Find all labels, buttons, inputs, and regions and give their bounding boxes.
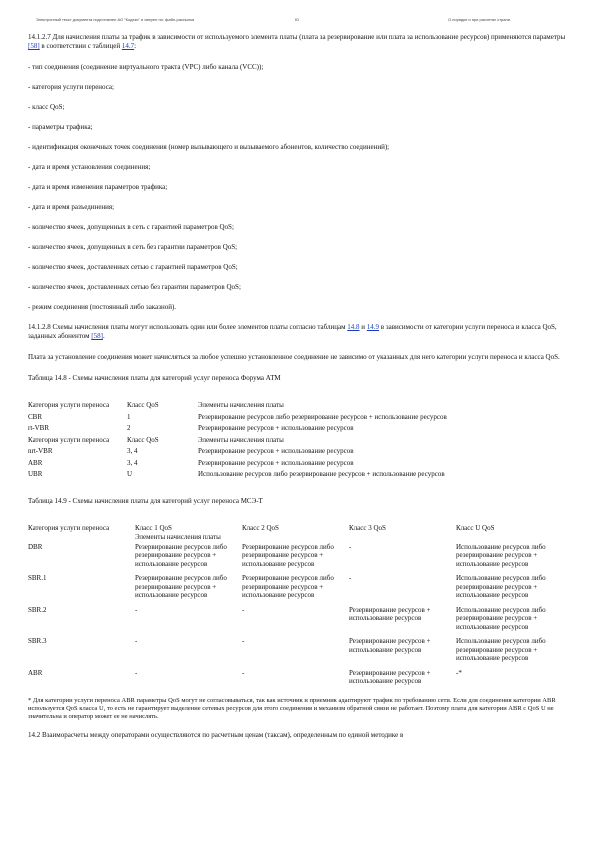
table-header-cell: Элементы начисления платы [198,401,284,409]
list-item: - количество ячеек, допущенных в сеть с гарантией параметров QoS; [28,223,234,231]
table-row [28,637,566,669]
table-header-cell: Категория услуги переноса [28,523,110,532]
table-row [28,574,566,606]
table-14-9 [28,524,566,692]
table-cell: - [135,668,138,677]
table-header-cell: Категория услуги переноса [28,401,110,409]
table-cell: Резервирование ресурсов + использование ресурсов [198,447,354,455]
table-14-8-caption: Таблица 14.8 - Схемы начисления платы для категорий услуг переноса Форума АТМ [28,374,281,382]
link-table-14-8[interactable]: 14.8 [347,323,360,331]
table-cell: - [349,574,352,582]
table-cell: ABR [28,458,43,467]
table-cell: SBR.3 [28,637,47,645]
list-item: - параметры трафика; [28,123,93,131]
link-ref-58[interactable]: [58] [28,42,40,50]
table-cell: Резервирование ресурсов + использование ресурсов [198,458,354,467]
paragraph-text: : [134,42,137,50]
paragraph-14-1-2-7 [28,33,566,51]
table-cell: rt-VBR [28,424,49,432]
paragraph-text: 14.1.2.7 Для начисления платы за трафик в зависимости от используемого элемента платы (плата за резервирование или плата за использование ресурсов) применяются параметры [28,33,566,41]
list-item: - количество ячеек, допущенных в сеть без гарантии параметров QoS; [28,243,238,251]
table-cell: - [242,605,245,614]
table-subheader-row [28,533,566,543]
table-cell: SBR.1 [28,574,47,582]
paragraph-text: 14.1.2.8 Схемы начисления платы могут использовать один или более элементов платы согласно таблицам [28,323,348,331]
table-cell: Использование ресурсов либо резервирование ресурсов + использование ресурсов [456,542,546,568]
table-row [28,470,566,482]
table-cell: SBR.2 [28,605,47,614]
running-header-right: О порядке и при расчетах страни [448,17,510,22]
table-header-cell: Класс 1 QoS [135,523,172,532]
table-cell: Резервирование ресурсов либо резервирование ресурсов + использование ресурсов [242,574,334,599]
table-cell: - [349,542,352,551]
paragraph-setup-fee: Плата за установление соединения может начисляться за любое успешно установленное соединение не зависимо от указанных для него категории услуги переноса и класса QoS. [28,353,560,361]
table-header-row [28,436,566,448]
table-cell-empty [28,533,135,543]
table-cell: Использование ресурсов либо резервирование ресурсов + использование ресурсов [198,470,445,478]
table-cell: Резервирование ресурсов + использование ресурсов [349,637,431,654]
table-header-row [28,401,566,413]
table-cell: - [135,637,138,645]
document-body [28,33,566,752]
list-item: - идентификация оконечных точек соединения (номер вызывающего и вызываемого абонентов, количество соединений); [28,143,390,151]
running-header-mid: Ю [295,17,300,22]
table-row [28,459,566,471]
table-header-cell: Класс 2 QoS [242,523,279,532]
table-cell: - [242,668,245,677]
table-cell: Резервирование ресурсов либо резервирование ресурсов + использование ресурсов [135,542,227,568]
link-ref-58[interactable]: [58] [91,332,103,340]
table-row [28,669,566,692]
table-header-cell: Класс U QoS [456,523,495,532]
table-header-cell: Класс QoS [127,401,159,409]
table-cell: 3, 4 [127,447,138,455]
table-cell: Резервирование ресурсов либо резервирование ресурсов + использование ресурсов [135,574,227,599]
link-table-14-7[interactable]: 14.7 [121,42,135,50]
table-cell: UBR [28,470,43,478]
table-subheader-cell: Элементы начисления платы [135,533,221,541]
table-cell: nrt-VBR [28,447,53,455]
table-row [28,413,566,425]
list-item: - количество ячеек, доставленных сетью без гарантии параметров QoS; [28,283,241,291]
table-row [28,606,566,638]
table-cell: Резервирование ресурсов + использование ресурсов [349,605,431,622]
table-14-8 [28,401,566,482]
list-item: - категория услуги переноса; [28,83,114,91]
list-item: - дата и время разъединения; [28,203,115,211]
table-14-9-caption: Таблица 14.9 - Схемы начисления платы для категорий услуг переноса МСЭ-Т [28,496,263,505]
table-cell: 2 [127,424,131,432]
running-header-left: Электронный текст документа подготовлен АО "Кодекс" и сверен по: файл-рассылка [36,17,195,22]
paragraph-text: и [359,323,367,331]
table-row [28,543,566,575]
table-cell: Использование ресурсов либо резервирование ресурсов + использование ресурсов [456,637,546,662]
table-row [28,447,566,459]
list-item: - количество ячеек, доставленных сетью с гарантией параметров QoS; [28,263,238,271]
list-item: - дата и время изменения параметров трафика; [28,183,168,191]
list-item: - тип соединения (соединение виртуального тракта (VPC) либо канала (VCC)); [28,63,264,71]
table-cell: CBR [28,412,43,421]
paragraph-text: в зависимости от категории услуги переноса и класса QoS, заданных абонентом [28,323,557,340]
table-cell: DBR [28,542,43,551]
table-cell: Резервирование ресурсов + использование ресурсов [198,424,354,432]
table-cell: Резервирование ресурсов либо резервирование ресурсов + использование ресурсов [242,542,334,568]
table-header-row [28,524,566,534]
table-cell: -* [456,668,462,677]
table-cell: Резервирование ресурсов либо резервирование ресурсов + использование ресурсов [198,412,447,421]
table-cell: - [242,637,245,645]
table-cell: Использование ресурсов либо резервирование ресурсов + использование ресурсов [456,574,546,599]
paragraph-text: . [102,332,105,340]
paragraph-text: в соответствии с таблицей [39,42,122,50]
table-cell: 3, 4 [127,458,138,467]
table-cell: Резервирование ресурсов + использование ресурсов [349,668,431,685]
list-item: - режим соединения (постоянный либо заказной). [28,303,177,311]
link-table-14-9[interactable]: 14.9 [366,323,380,331]
list-item: - дата и время установления соединения; [28,163,151,171]
table-cell: 1 [127,412,131,421]
table-cell: ABR [28,668,43,677]
table-cell: - [135,605,138,614]
paragraph-14-2: 14.2 Взаиморасчеты между операторами осуществляются по расчетным ценам (таксам), определенным по единой методике в [28,730,404,739]
table-cell: U [127,470,133,478]
paragraph-14-1-2-8 [28,323,566,341]
parameter-list [28,63,566,312]
table-header-cell: Класс 3 QoS [349,523,386,532]
table-header-cell: Класс QoS [127,435,159,444]
table-header-cell: Элементы начисления платы [198,435,284,444]
table-footnote: * Для категории услуги переноса ABR параметры QoS могут не согласовываться, так как источник и приемник адаптируют трафик по требованию сети. Если для соединения категории ABR используется QoS класса U, то есть не гарантирует выделение сетевых ресурсов для этого соединения и механизм обратной связи не работает. Поэтому плата для категории ABR с QoS U не значительна и оператор может ее не начислять. [28,696,556,720]
table-header-cell: Категория услуги переноса [28,435,110,444]
table-cell: Использование ресурсов либо резервирование ресурсов + использование ресурсов [456,605,546,631]
list-item: - класс QoS; [28,103,65,111]
table-row [28,424,566,436]
